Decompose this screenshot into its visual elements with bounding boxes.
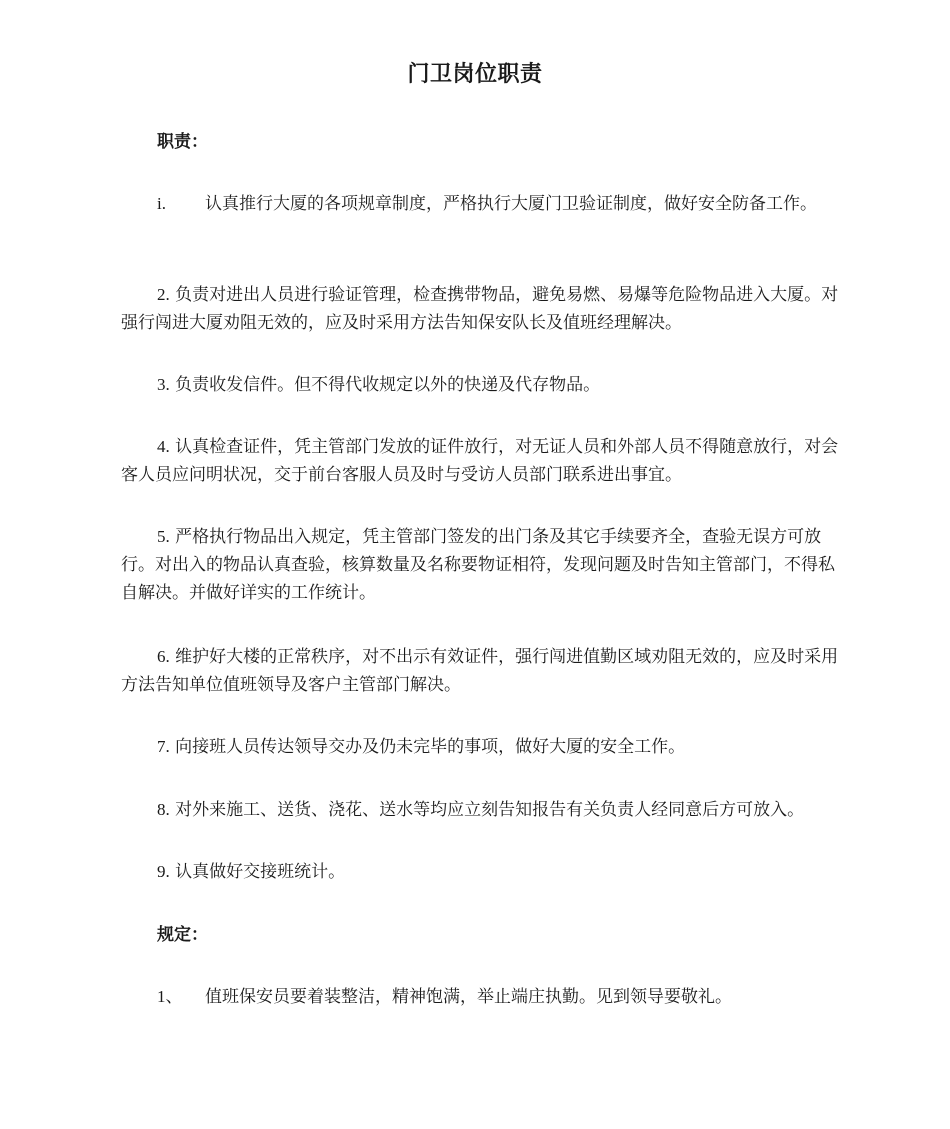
- duty-item-9: [121, 858, 841, 886]
- duty-number: 5.: [157, 527, 170, 546]
- duty-text: 严格执行物品出入规定，凭主管部门签发的出门条及其它手续要齐全，查验无误方可放行。对出入的物品认真查验，核算数量及名称要物证相符，发现问题及时告知主管部门，不得私自解决。并做好详实的工作统计。: [121, 527, 835, 603]
- rules-heading: 规定：: [157, 925, 208, 945]
- duty-text: 对外来施工、送货、浇花、送水等均应立刻告知报告有关负责人经同意后方可放入。: [175, 800, 805, 820]
- duty-item-5: [121, 523, 841, 607]
- duties-heading: 职责：: [157, 132, 208, 152]
- duty-number: 7.: [157, 737, 170, 756]
- duty-number: i.: [157, 194, 166, 213]
- duty-text: 认真推行大厦的各项规章制度，严格执行大厦门卫验证制度，做好安全防备工作。: [205, 194, 817, 214]
- duty-text: 维护好大楼的正常秩序，对不出示有效证件，强行闯进值勤区域劝阻无效的，应及时采用方法告知单位值班领导及客户主管部门解决。: [121, 647, 839, 695]
- document-title: 门卫岗位职责: [407, 62, 543, 87]
- duty-text: 负责对进出人员进行验证管理，检查携带物品，避免易燃、易爆等危险物品进入大厦。对强行闯进大厦劝阻无效的，应及时采用方法告知保安队长及值班经理解决。: [121, 285, 839, 333]
- duty-item-8: [121, 796, 841, 824]
- duty-item-6: [121, 643, 841, 699]
- duty-number: 6.: [157, 647, 170, 666]
- duty-number: 2.: [157, 285, 170, 304]
- duty-item-7: [121, 733, 841, 761]
- duty-item-1: [121, 190, 841, 218]
- duty-number: 9.: [157, 862, 170, 881]
- duty-item-4: [121, 433, 841, 489]
- duty-text: 向接班人员传达领导交办及仍未完毕的事项，做好大厦的安全工作。: [175, 737, 686, 757]
- duty-number: 3.: [157, 375, 170, 394]
- duty-text: 负责收发信件。但不得代收规定以外的快递及代存物品。: [175, 375, 601, 395]
- duty-item-2: [121, 281, 841, 337]
- rule-item-1: [121, 983, 841, 1011]
- duty-number: 4.: [157, 437, 170, 456]
- rule-text: 值班保安员要着装整洁，精神饱满，举止端庄执勤。见到领导要敬礼。: [205, 987, 732, 1007]
- duty-text: 认真检查证件，凭主管部门发放的证件放行，对无证人员和外部人员不得随意放行，对会客人员应问明状况，交于前台客服人员及时与受访人员部门联系进出事宜。: [121, 437, 839, 485]
- duty-text: 认真做好交接班统计。: [175, 862, 346, 882]
- rule-number: 1、: [157, 987, 183, 1006]
- duty-item-3: [121, 371, 841, 399]
- duty-number: 8.: [157, 800, 170, 819]
